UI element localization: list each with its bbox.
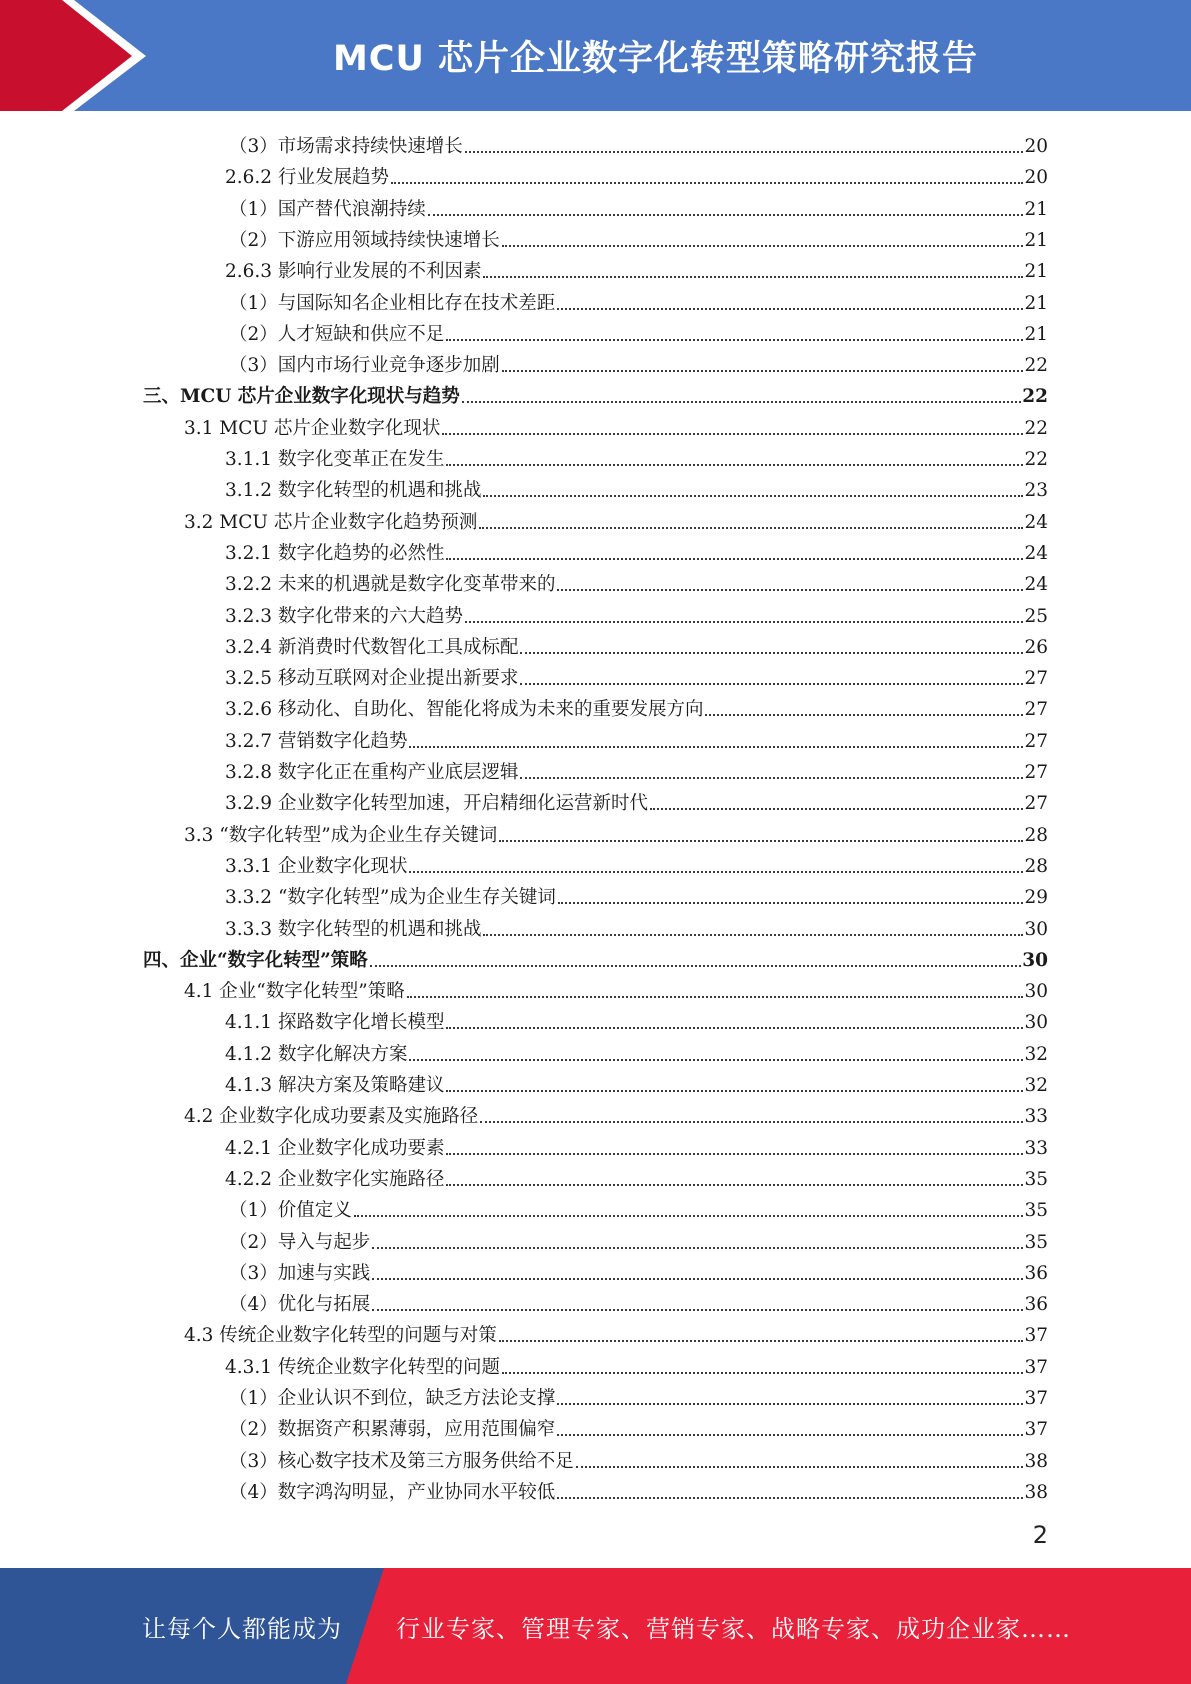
toc-entry-page: 23 xyxy=(1024,480,1048,502)
toc-entry-page: 37 xyxy=(1024,1419,1048,1441)
toc-entry-page: 21 xyxy=(1024,229,1048,251)
toc-entry[interactable] xyxy=(184,1097,1048,1128)
toc-entry[interactable] xyxy=(229,315,1048,346)
toc-dot-leader xyxy=(480,1121,1023,1123)
toc-entry-page: 27 xyxy=(1024,699,1048,721)
toc-entry[interactable] xyxy=(229,1285,1048,1316)
toc-dot-leader xyxy=(557,1497,1023,1499)
toc-entry-page: 24 xyxy=(1024,574,1048,596)
toc-entry-label: 3.2.9 企业数字化转型加速，开启精细化运营新时代 xyxy=(225,793,648,815)
toc-entry-label: 3.2.8 数字化正在重构产业底层逻辑 xyxy=(225,762,519,783)
toc-entry[interactable] xyxy=(229,1254,1048,1285)
toc-entry[interactable] xyxy=(225,1035,1048,1066)
toc-entry-page: 27 xyxy=(1024,762,1048,783)
toc-entry[interactable] xyxy=(229,190,1048,221)
toc-entry-label: 2.6.2 行业发展趋势 xyxy=(225,167,389,189)
toc-dot-leader xyxy=(502,1372,1023,1374)
toc-dot-leader xyxy=(428,214,1024,216)
toc-entry[interactable] xyxy=(229,1410,1048,1441)
toc-entry-page: 27 xyxy=(1024,793,1048,815)
toc-entry-page: 30 xyxy=(1024,1012,1048,1034)
toc-entry-label: （3）市场需求持续快速增长 xyxy=(229,136,463,157)
toc-entry-label: 3.2.7 营销数字化趋势 xyxy=(225,730,408,752)
footer-slogan-left: 让每个人都能成为 xyxy=(142,1614,342,1643)
toc-dot-leader xyxy=(499,840,1023,842)
toc-entry-label: （1）与国际知名企业相比存在技术差距 xyxy=(229,292,556,314)
toc-entry[interactable] xyxy=(225,722,1048,753)
toc-entry-page: 24 xyxy=(1024,542,1048,564)
toc-dot-leader xyxy=(557,308,1023,310)
toc-dot-leader xyxy=(483,276,1023,278)
toc-entry[interactable] xyxy=(229,221,1048,252)
toc-entry[interactable] xyxy=(143,941,1048,972)
page-number: 2 xyxy=(1032,1521,1048,1549)
toc-entry-page: 33 xyxy=(1024,1106,1048,1128)
toc-entry-page: 21 xyxy=(1024,198,1048,220)
toc-dot-leader xyxy=(372,1309,1023,1311)
toc-dot-leader xyxy=(462,401,1021,403)
toc-entry-page: 21 xyxy=(1024,292,1048,314)
toc-entry-label: 3.1.2 数字化转型的机遇和挑战 xyxy=(225,480,482,502)
toc-entry-label: 4.3 传统企业数字化转型的问题与对策 xyxy=(184,1325,497,1347)
toc-entry-page: 37 xyxy=(1024,1325,1048,1347)
toc-entry-label: 4.1.3 解决方案及策略建议 xyxy=(225,1075,445,1096)
toc-entry[interactable] xyxy=(225,659,1048,690)
toc-entry-label: 2.6.3 影响行业发展的不利因素 xyxy=(225,261,482,283)
footer-slogan-right: 行业专家、管理专家、营销专家、战略专家、成功企业家…… xyxy=(396,1614,1071,1643)
toc-entry-label: 3.1.1 数字化变革正在发生 xyxy=(225,449,445,470)
toc-entry[interactable] xyxy=(225,1348,1048,1379)
toc-entry[interactable] xyxy=(225,628,1048,659)
toc-entry[interactable] xyxy=(229,1191,1048,1222)
toc-dot-leader xyxy=(557,589,1023,591)
toc-entry-page: 27 xyxy=(1024,730,1048,752)
toc-entry[interactable] xyxy=(229,284,1048,315)
toc-entry-label: 4.2.1 企业数字化成功要素 xyxy=(225,1137,445,1159)
toc-entry-label: 3.1 MCU 芯片企业数字化现状 xyxy=(184,417,441,439)
toc-entry[interactable] xyxy=(225,534,1048,565)
toc-dot-leader xyxy=(520,777,1023,779)
page-header-banner xyxy=(0,0,1191,111)
toc-dot-leader xyxy=(446,1027,1023,1029)
toc-entry-page: 38 xyxy=(1024,1450,1048,1472)
toc-entry-page: 35 xyxy=(1024,1168,1048,1190)
toc-entry-page: 38 xyxy=(1024,1481,1048,1503)
toc-entry[interactable] xyxy=(225,1066,1048,1097)
toc-dot-leader xyxy=(465,151,1024,153)
toc-entry-label: 4.3.1 传统企业数字化转型的问题 xyxy=(225,1356,500,1378)
toc-dot-leader xyxy=(372,1247,1023,1249)
page-footer-banner xyxy=(0,1568,1191,1684)
toc-entry-label: 3.3.3 数字化转型的机遇和挑战 xyxy=(225,918,482,940)
toc-entry[interactable] xyxy=(184,1316,1048,1347)
toc-entry-page: 33 xyxy=(1024,1137,1048,1159)
toc-entry[interactable] xyxy=(225,252,1048,283)
toc-entry-page: 24 xyxy=(1024,511,1048,533)
toc-dot-leader xyxy=(483,934,1023,936)
toc-entry-label: 3.2 MCU 芯片企业数字化趋势预测 xyxy=(184,511,478,533)
toc-entry-label: （2）下游应用领域持续快速增长 xyxy=(229,229,500,251)
toc-entry-page: 20 xyxy=(1024,167,1048,189)
toc-entry-label: （3）加速与实践 xyxy=(229,1262,371,1284)
toc-dot-leader xyxy=(650,808,1023,810)
toc-dot-leader xyxy=(446,1090,1023,1092)
toc-entry[interactable] xyxy=(225,471,1048,502)
toc-entry-page: 37 xyxy=(1024,1356,1048,1378)
toc-entry[interactable] xyxy=(225,440,1048,471)
toc-entry-label: 4.2 企业数字化成功要素及实施路径 xyxy=(184,1106,479,1128)
toc-entry[interactable] xyxy=(229,1223,1048,1254)
toc-entry[interactable] xyxy=(225,690,1048,721)
toc-dot-leader xyxy=(370,965,1021,967)
toc-entry-label: 4.2.2 企业数字化实施路径 xyxy=(225,1168,445,1190)
toc-entry[interactable] xyxy=(225,1160,1048,1191)
toc-entry-page: 21 xyxy=(1024,261,1048,283)
toc-entry[interactable] xyxy=(225,910,1048,941)
toc-dot-leader xyxy=(558,902,1024,904)
toc-dot-leader xyxy=(391,182,1023,184)
toc-dot-leader xyxy=(446,339,1023,341)
toc-entry[interactable] xyxy=(143,377,1048,408)
toc-dot-leader xyxy=(502,245,1024,247)
toc-entry-page: 20 xyxy=(1024,136,1048,157)
toc-entry[interactable] xyxy=(225,753,1048,784)
toc-entry-page: 36 xyxy=(1024,1262,1048,1284)
toc-dot-leader xyxy=(409,746,1023,748)
toc-entry-label: 3.3.1 企业数字化现状 xyxy=(225,855,408,877)
toc-entry-label: （1）企业认识不到位，缺乏方法论支撑 xyxy=(229,1388,556,1409)
toc-entry-page: 36 xyxy=(1024,1294,1048,1316)
toc-entry-page: 26 xyxy=(1024,636,1048,658)
toc-entry-page: 22 xyxy=(1024,417,1048,439)
toc-entry-page: 35 xyxy=(1024,1231,1048,1253)
toc-dot-leader xyxy=(446,558,1023,560)
toc-entry-page: 37 xyxy=(1024,1388,1048,1409)
toc-entry-page: 35 xyxy=(1024,1200,1048,1222)
toc-entry-label: 三、MCU 芯片企业数字化现状与趋势 xyxy=(143,386,460,408)
toc-entry[interactable] xyxy=(229,127,1048,158)
toc-dot-leader xyxy=(520,652,1023,654)
toc-dot-leader xyxy=(407,996,1024,998)
toc-entry-label: （4）优化与拓展 xyxy=(229,1294,371,1316)
toc-entry-label: （4）数字鸿沟明显，产业协同水平较低 xyxy=(229,1481,556,1503)
toc-dot-leader xyxy=(446,1153,1023,1155)
toc-dot-leader xyxy=(557,1403,1023,1405)
toc-dot-leader xyxy=(465,621,1023,623)
toc-entry-page: 28 xyxy=(1024,855,1048,877)
toc-entry-page: 32 xyxy=(1024,1075,1048,1096)
toc-entry[interactable] xyxy=(225,158,1048,189)
toc-entry-page: 22 xyxy=(1024,355,1048,377)
toc-entry[interactable] xyxy=(225,878,1048,909)
toc-entry[interactable] xyxy=(184,972,1048,1003)
toc-dot-leader xyxy=(409,1059,1023,1061)
toc-entry[interactable] xyxy=(229,1442,1048,1473)
toc-entry-label: （1）价值定义 xyxy=(229,1200,352,1222)
document-title: MCU 芯片企业数字化转型策略研究报告 xyxy=(332,38,979,79)
toc-dot-leader xyxy=(479,527,1023,529)
toc-entry-page: 25 xyxy=(1024,605,1048,627)
toc-entry[interactable] xyxy=(184,816,1048,847)
toc-dot-leader xyxy=(409,871,1023,873)
toc-entry[interactable] xyxy=(184,409,1048,440)
toc-dot-leader xyxy=(502,370,1024,372)
toc-entry-page: 22 xyxy=(1024,449,1048,470)
toc-entry[interactable] xyxy=(225,784,1048,815)
toc-entry[interactable] xyxy=(229,346,1048,377)
toc-dot-leader xyxy=(576,1466,1024,1468)
toc-entry-label: 3.2.6 移动化、自助化、智能化将成为未来的重要发展方向 xyxy=(225,699,704,721)
toc-dot-leader xyxy=(354,1215,1024,1217)
toc-dot-leader xyxy=(446,1184,1023,1186)
toc-entry-label: 3.2.3 数字化带来的六大趋势 xyxy=(225,605,463,627)
toc-entry-label: （1）国产替代浪潮持续 xyxy=(229,198,426,220)
toc-entry-label: 3.2.4 新消费时代数智化工具成标配 xyxy=(225,636,519,658)
toc-entry[interactable] xyxy=(229,1379,1048,1410)
toc-entry-label: 4.1.2 数字化解决方案 xyxy=(225,1043,408,1065)
toc-entry-page: 30 xyxy=(1024,918,1048,940)
toc-dot-leader xyxy=(520,683,1023,685)
toc-entry[interactable] xyxy=(225,1129,1048,1160)
toc-entry-page: 27 xyxy=(1024,668,1048,690)
toc-entry[interactable] xyxy=(225,597,1048,628)
toc-entry-page: 30 xyxy=(1024,981,1048,1003)
toc-dot-leader xyxy=(483,495,1023,497)
toc-entry-label: 4.1 企业“数字化转型”策略 xyxy=(184,981,405,1003)
toc-entry-page: 30 xyxy=(1022,949,1048,971)
toc-entry-page: 22 xyxy=(1022,386,1048,408)
toc-entry-label: （2）人才短缺和供应不足 xyxy=(229,323,445,345)
toc-entry-label: （3）国内市场行业竞争逐步加剧 xyxy=(229,355,500,377)
toc-entry[interactable] xyxy=(225,565,1048,596)
toc-dot-leader xyxy=(557,1434,1023,1436)
toc-entry[interactable] xyxy=(225,847,1048,878)
toc-entry-page: 32 xyxy=(1024,1043,1048,1065)
toc-dot-leader xyxy=(372,1278,1023,1280)
toc-entry-label: （2）数据资产积累薄弱，应用范围偏窄 xyxy=(229,1419,556,1441)
toc-entry-label: 3.3.2 “数字化转型”成为企业生存关键词 xyxy=(225,887,556,909)
toc-entry-page: 21 xyxy=(1024,323,1048,345)
toc-dot-leader xyxy=(705,714,1023,716)
toc-entry-label: 3.2.1 数字化趋势的必然性 xyxy=(225,542,445,564)
toc-entry-page: 28 xyxy=(1024,824,1048,846)
toc-entry-label: 3.2.2 未来的机遇就是数字化变革带来的 xyxy=(225,574,556,596)
toc-entry-label: 3.3 “数字化转型”成为企业生存关键词 xyxy=(184,824,498,846)
toc-entry[interactable] xyxy=(184,503,1048,534)
toc-dot-leader xyxy=(442,433,1023,435)
toc-entry-label: 3.2.5 移动互联网对企业提出新要求 xyxy=(225,668,519,690)
toc-dot-leader xyxy=(499,1340,1024,1342)
toc-dot-leader xyxy=(446,464,1023,466)
toc-entry-label: （3）核心数字技术及第三方服务供给不足 xyxy=(229,1450,574,1472)
toc-entry-label: （2）导入与起步 xyxy=(229,1231,371,1253)
toc-entry-label: 4.1.1 探路数字化增长模型 xyxy=(225,1012,445,1034)
toc-entry[interactable] xyxy=(225,1003,1048,1034)
toc-entry[interactable] xyxy=(229,1473,1048,1504)
toc-entry-page: 29 xyxy=(1024,887,1048,909)
toc-entry-label: 四、企业“数字化转型”策略 xyxy=(143,949,368,971)
